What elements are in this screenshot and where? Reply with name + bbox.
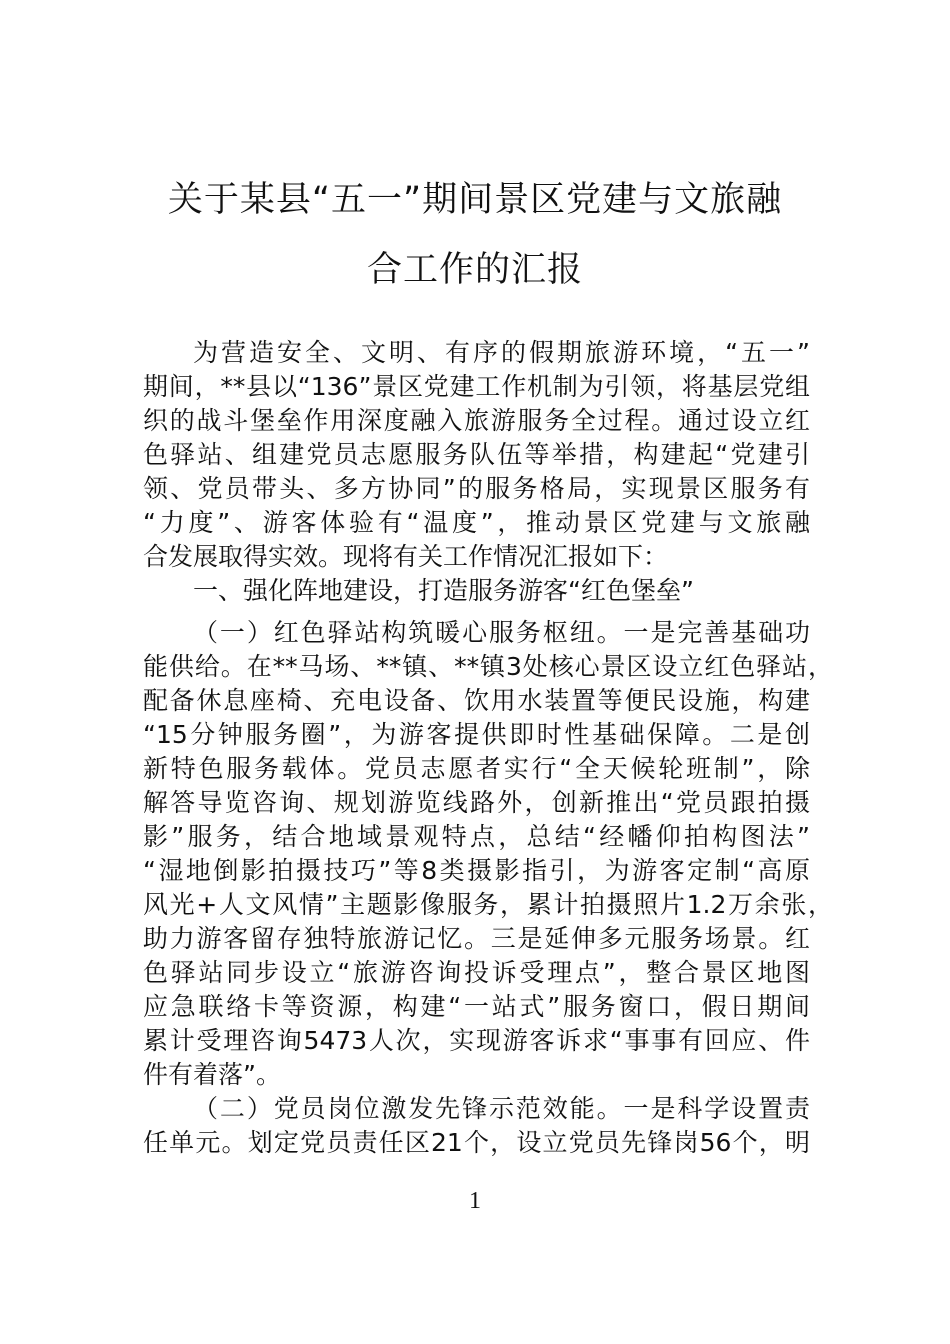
document-body xyxy=(143,336,833,1160)
text-line: 影”服务，结合地域景观特点，总结“经幡仰拍构图法” xyxy=(143,822,810,851)
text-line: 解答导览咨询、规划游览线路外，创新推出“党员跟拍摄 xyxy=(143,788,810,817)
text-line: 一、强化阵地建设，打造服务游客“红色堡垒” xyxy=(193,576,694,605)
text-line: 风光+人文风情”主题影像服务，累计拍摄照片1.2万余张， xyxy=(143,890,833,919)
text-line: 为营造安全、文明、有序的假期旅游环境，“五一” xyxy=(193,338,810,367)
text-line: “湿地倒影拍摄技巧”等8类摄影指引，为游客定制“高原 xyxy=(143,856,810,885)
text-line: 期间，**县以“136”景区党建工作机制为引领，将基层党组 xyxy=(143,372,810,401)
text-line: （二）党员岗位激发先锋示范效能。一是科学设置责 xyxy=(193,1094,810,1123)
text-line: 应急联络卡等资源，构建“一站式”服务窗口，假日期间 xyxy=(143,992,810,1021)
paragraph-spacer xyxy=(143,608,810,616)
text-line: 配备休息座椅、充电设备、饮用水装置等便民设施，构建 xyxy=(143,686,810,715)
text-line: 色驿站同步设立“旅游咨询投诉受理点”，整合景区地图 xyxy=(143,958,810,987)
text-line: 色驿站、组建党员志愿服务队伍等举措，构建起“党建引 xyxy=(143,440,810,469)
page-number: 1 xyxy=(469,1188,481,1214)
text-line: 能供给。在**马场、**镇、**镇3处核心景区设立红色驿站， xyxy=(143,652,833,681)
text-line: 领、党员带头、多方协同”的服务格局，实现景区服务有 xyxy=(143,474,810,503)
text-line: 累计受理咨询5473人次，实现游客诉求“事事有回应、件 xyxy=(143,1026,810,1055)
text-line: 助力游客留存独特旅游记忆。三是延伸多元服务场景。红 xyxy=(143,924,810,953)
text-line: 件有着落”。 xyxy=(143,1060,281,1089)
document-title-line-2: 合工作的汇报 xyxy=(366,250,583,290)
text-line: （一）红色驿站构筑暖心服务枢纽。一是完善基础功 xyxy=(193,618,810,647)
text-line: “15分钟服务圈”，为游客提供即时性基础保障。二是创 xyxy=(143,720,810,749)
text-line: 新特色服务载体。党员志愿者实行“全天候轮班制”，除 xyxy=(143,754,810,783)
document-title-line-1: 关于某县“五一”期间景区党建与文旅融 xyxy=(167,180,783,220)
text-line: 织的战斗堡垒作用深度融入旅游服务全过程。通过设立红 xyxy=(143,406,810,435)
text-line: “力度”、游客体验有“温度”，推动景区党建与文旅融 xyxy=(143,508,810,537)
text-line: 合发展取得实效。现将有关工作情况汇报如下： xyxy=(143,542,669,571)
text-line: 任单元。划定党员责任区21个，设立党员先锋岗56个，明 xyxy=(143,1128,810,1157)
